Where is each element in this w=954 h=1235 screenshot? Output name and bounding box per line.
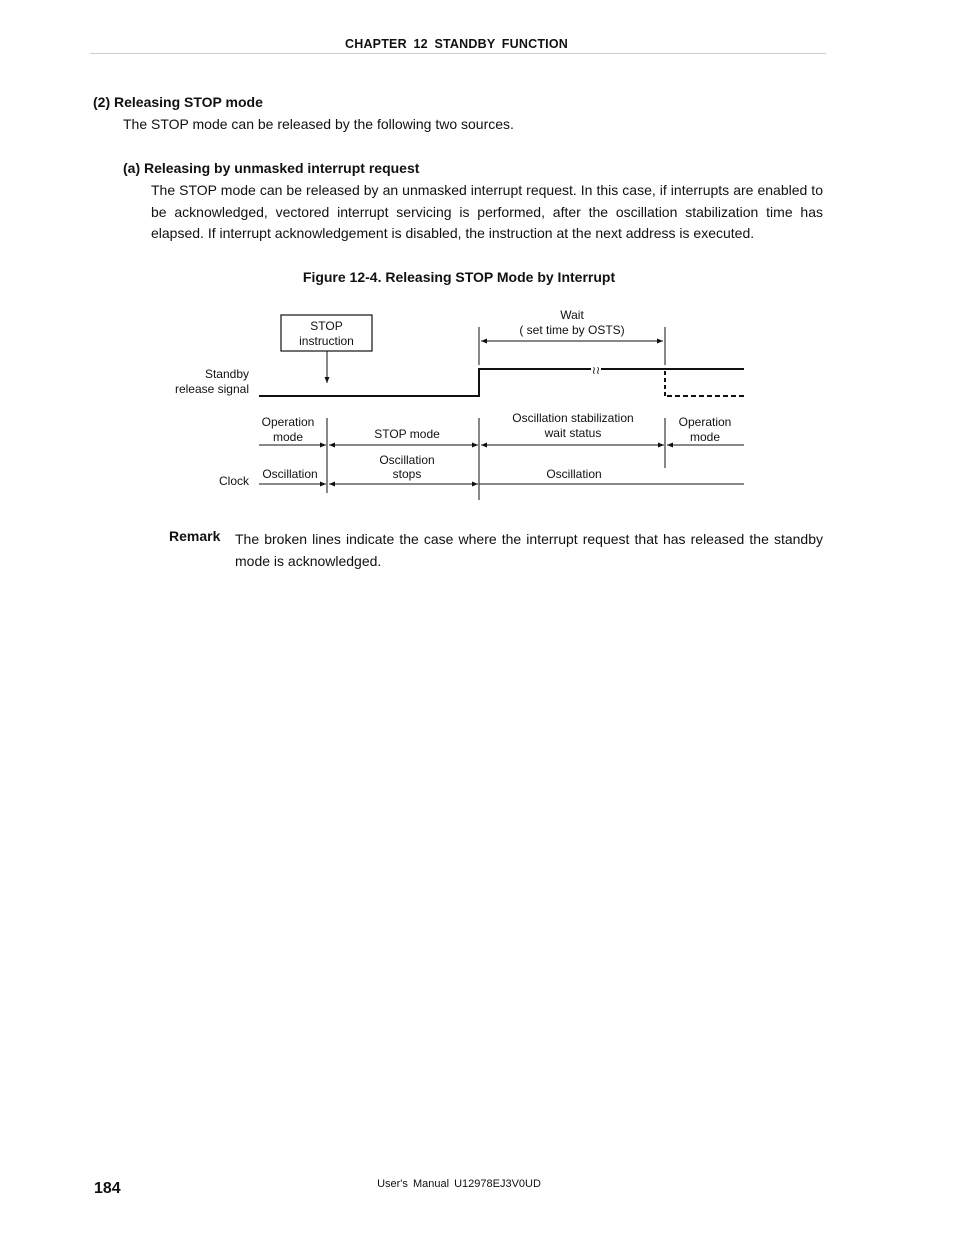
footer-manual-id: User's Manual U12978EJ3V0UD bbox=[377, 1178, 541, 1190]
figure-caption: Figure 12-4. Releasing STOP Mode by Interrupt bbox=[302, 269, 616, 285]
oscillation-stops-line1: Oscillation bbox=[379, 453, 435, 467]
stop-instruction-line1: STOP bbox=[310, 319, 343, 333]
wait-label-line2: ( set time by OSTS) bbox=[519, 323, 625, 337]
standby-label-line1: Standby bbox=[204, 367, 249, 381]
operation-mode-2-line1: Operation bbox=[678, 415, 732, 429]
subsection-heading: (a) Releasing by unmasked interrupt request bbox=[123, 160, 420, 176]
remark-label: Remark bbox=[169, 528, 221, 544]
signal-break-mark: ≀≀ bbox=[591, 365, 601, 377]
section-intro: The STOP mode can be released by the following two sources. bbox=[123, 116, 514, 132]
stop-instruction-line2: instruction bbox=[299, 334, 354, 348]
oscillation-1-label: Oscillation bbox=[262, 467, 318, 481]
standby-label-line2: release signal bbox=[174, 382, 249, 396]
operation-mode-1-line1: Operation bbox=[261, 415, 315, 429]
operation-mode-2-line2: mode bbox=[689, 430, 721, 444]
clock-label: Clock bbox=[218, 474, 249, 488]
wait-label-line1: Wait bbox=[560, 308, 584, 322]
operation-mode-1-line2: mode bbox=[272, 430, 304, 444]
oscillation-2-label: Oscillation bbox=[546, 467, 602, 481]
chapter-header: CHAPTER 12 STANDBY FUNCTION bbox=[345, 37, 568, 51]
standby-signal-waveform bbox=[259, 369, 744, 396]
subsection-body: The STOP mode can be released by an unmasked interrupt request. In this case, if interrupts are enabled to be acknowledged, vectored interrupt servicing is performed, after the oscillation stabilization time has elapsed. If interrupt acknowledgement is disabled, the instruction at the next address is executed. bbox=[151, 182, 823, 242]
osc-stab-wait-line2: wait status bbox=[544, 426, 602, 440]
page-number: 184 bbox=[94, 1180, 121, 1197]
timing-diagram bbox=[0, 0, 954, 520]
section-heading: (2) Releasing STOP mode bbox=[93, 94, 263, 110]
stop-mode-label: STOP mode bbox=[374, 427, 440, 441]
osc-stab-wait-line1: Oscillation stabilization bbox=[512, 411, 634, 425]
oscillation-stops-line2: stops bbox=[392, 467, 422, 481]
remark-text: The broken lines indicate the case where the interrupt request that has released the standby mode is acknowledged. bbox=[235, 531, 823, 569]
